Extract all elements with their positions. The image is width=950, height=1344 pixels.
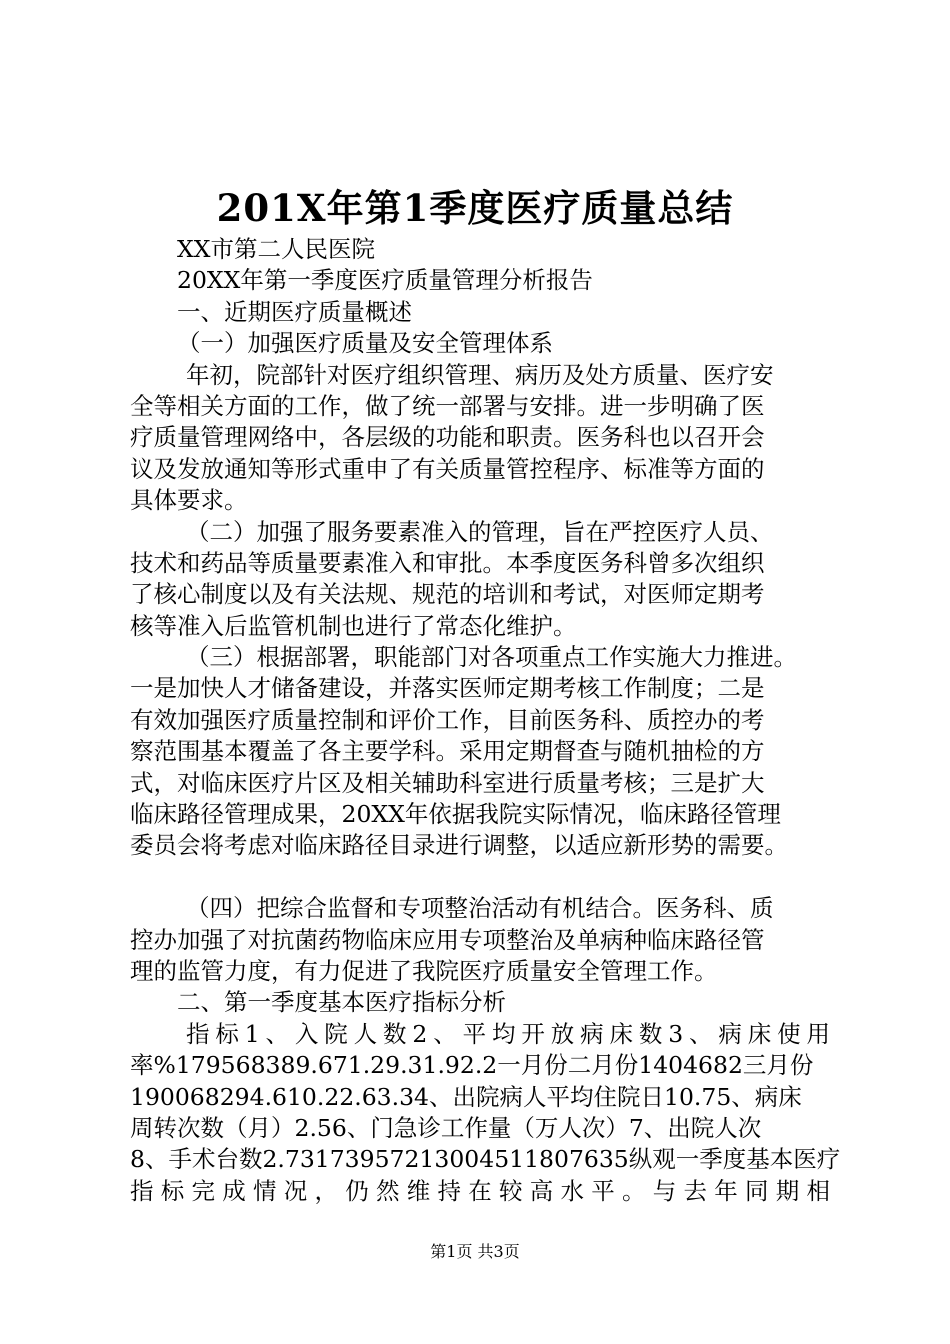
- text-line: 控办加强了对抗菌药物临床应用专项整治及单病种临床路径管: [130, 925, 765, 954]
- text-line: （四）把综合监督和专项整治活动有机结合。医务科、质: [186, 894, 774, 923]
- text-line: 指标1、入院人数2、平均开放病床数3、病床使用: [186, 1019, 830, 1048]
- document-body: [130, 234, 841, 1207]
- text-line: 具体要求。: [130, 486, 248, 515]
- text-line: 式，对临床医疗片区及相关辅助科室进行质量考核；三是扩大: [130, 768, 765, 797]
- document-title: 201X年第1季度医疗质量总结: [216, 186, 734, 230]
- text-line: 周转次数（月）2.56、门急诊工作量（万人次）7、出院人次: [130, 1113, 762, 1142]
- text-line: 察范围基本覆盖了各主要学科。采用定期督查与随机抽检的方: [130, 737, 765, 766]
- text-line: 疗质量管理网络中，各层级的功能和职责。医务科也以召开会: [130, 423, 765, 452]
- text-line: 年初，院部针对医疗组织管理、病历及处方质量、医疗安: [186, 360, 774, 389]
- text-line: 有效加强医疗质量控制和评价工作，目前医务科、质控办的考: [130, 705, 765, 734]
- text-line: 20XX年第一季度医疗质量管理分析报告: [177, 266, 593, 295]
- text-line: 一是加快人才储备建设，并落实医师定期考核工作制度；二是: [130, 674, 765, 703]
- text-line: 核等准入后监管机制也进行了常态化维护。: [130, 611, 577, 640]
- text-line: 二、第一季度基本医疗指标分析: [177, 988, 506, 1017]
- text-line: 指标完成情况，仍然维持在较高水平。与去年同期相: [130, 1176, 830, 1205]
- text-line: XX市第二人民医院: [177, 235, 375, 263]
- text-line: 临床路径管理成果，20XX年依据我院实际情况，临床路径管理: [130, 800, 781, 829]
- paragraph-gap: [130, 862, 830, 893]
- text-line: 委员会将考虑对临床路径目录进行调整，以适应新形势的需要。: [130, 831, 788, 860]
- text-line: 议及发放通知等形式重申了有关质量管控程序、标准等方面的: [130, 454, 765, 483]
- text-line: （一）加强医疗质量及安全管理体系: [177, 329, 553, 358]
- text-line: 了核心制度以及有关法规、规范的培训和考试，对医师定期考: [130, 580, 765, 609]
- text-line: 190068294.610.22.63.34、出院病人平均住院日10.75、病床: [130, 1082, 802, 1111]
- text-line: 8、手术台数2.7317395721300451180​7635纵观一季度基本医疗: [130, 1145, 841, 1174]
- text-line: 理的监管力度，有力促进了我院医疗质量安全管理工作。: [130, 956, 718, 985]
- text-line: （三）根据部署，职能部门对各项重点工作实施大力推进。: [186, 643, 797, 672]
- page-footer: 第1页 共3页: [430, 1242, 520, 1261]
- text-line: （二）加强了服务要素准入的管理，旨在严控医疗人员、: [186, 517, 774, 546]
- text-line: 技术和药品等质量要素准入和审批。本季度医务科曾多次组织: [130, 548, 765, 577]
- text-line: 全等相关方面的工作，做了统一部署与安排。进一步明确了医: [130, 391, 765, 420]
- text-line: 率%179568389.671.29.31.92.2一月份二月份1404682三月份: [130, 1051, 814, 1080]
- text-line: 一、近期医疗质量概述: [177, 297, 412, 326]
